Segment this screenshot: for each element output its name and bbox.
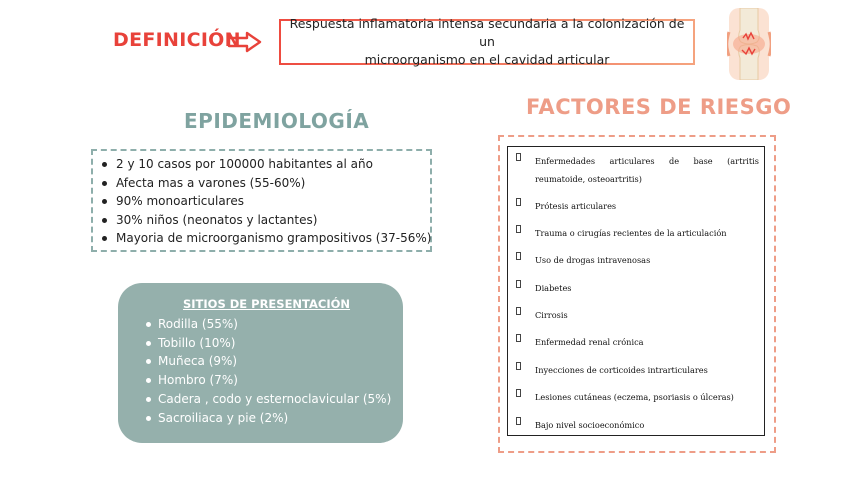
- list-item: Cadera , codo y esternoclavicular (5%): [158, 390, 403, 409]
- definition-box: [279, 16, 695, 67]
- list-item: Tobillo (10%): [158, 334, 403, 353]
- checkbox-icon: [516, 389, 521, 397]
- definition-label: DEFINICIÓN: [113, 29, 241, 51]
- epidemiologia-title: EPIDEMIOLOGÍA: [184, 109, 370, 133]
- definition-text-line2: microorganismo en el cavidad articular: [364, 52, 610, 67]
- checkbox-icon: [516, 307, 521, 315]
- list-item: 90% monoarticulares: [99, 192, 424, 211]
- checkbox-icon: [516, 417, 521, 425]
- list-item: Muñeca (9%): [158, 352, 403, 371]
- factores-title: FACTORES DE RIESGO: [526, 95, 792, 119]
- checkbox-icon: [516, 198, 521, 206]
- checkbox-icon: [516, 280, 521, 288]
- list-item: Hombro (7%): [158, 371, 403, 390]
- list-item: 2 y 10 casos por 100000 habitantes al año: [99, 155, 424, 174]
- checkbox-icon: [516, 225, 521, 233]
- checkbox-icon: [516, 362, 521, 370]
- list-item: Afecta mas a varones (55-60%): [99, 174, 424, 193]
- list-item: 30% niños (neonatos y lactantes): [99, 211, 424, 230]
- checkbox-icon: [516, 334, 521, 342]
- checkbox-icon: [516, 153, 521, 161]
- definition-text-line1: Respuesta inflamatoria intensa secundaria a la colonización de un: [289, 16, 685, 49]
- right-arrow-icon: [227, 30, 263, 58]
- factores-table: Enfermedades articulares de base (artritis reumatoide, osteoartritis) Prótesis articulares Trauma o cirugías recientes de la articulación Uso de drogas intravenosas Diabetes Cirrosis Enfermedad renal crónica Inyecciones de corticoides intrarticulares Lesiones cutáneas (eczema, psoriasis o úlceras) Bajo nivel socioeconómico: [507, 146, 765, 436]
- list-item: Rodilla (55%): [158, 315, 403, 334]
- sitios-box: [118, 283, 403, 443]
- checkbox-icon: [516, 252, 521, 260]
- list-item: Sacroiliaca y pie (2%): [158, 409, 403, 428]
- sitios-title: SITIOS DE PRESENTACIÓN: [183, 297, 351, 311]
- list-item: Mayoria de microorganismo grampositivos (37-56%): [99, 229, 424, 248]
- inflamed-joint-icon: [727, 8, 771, 84]
- epidemiologia-box: [91, 149, 432, 252]
